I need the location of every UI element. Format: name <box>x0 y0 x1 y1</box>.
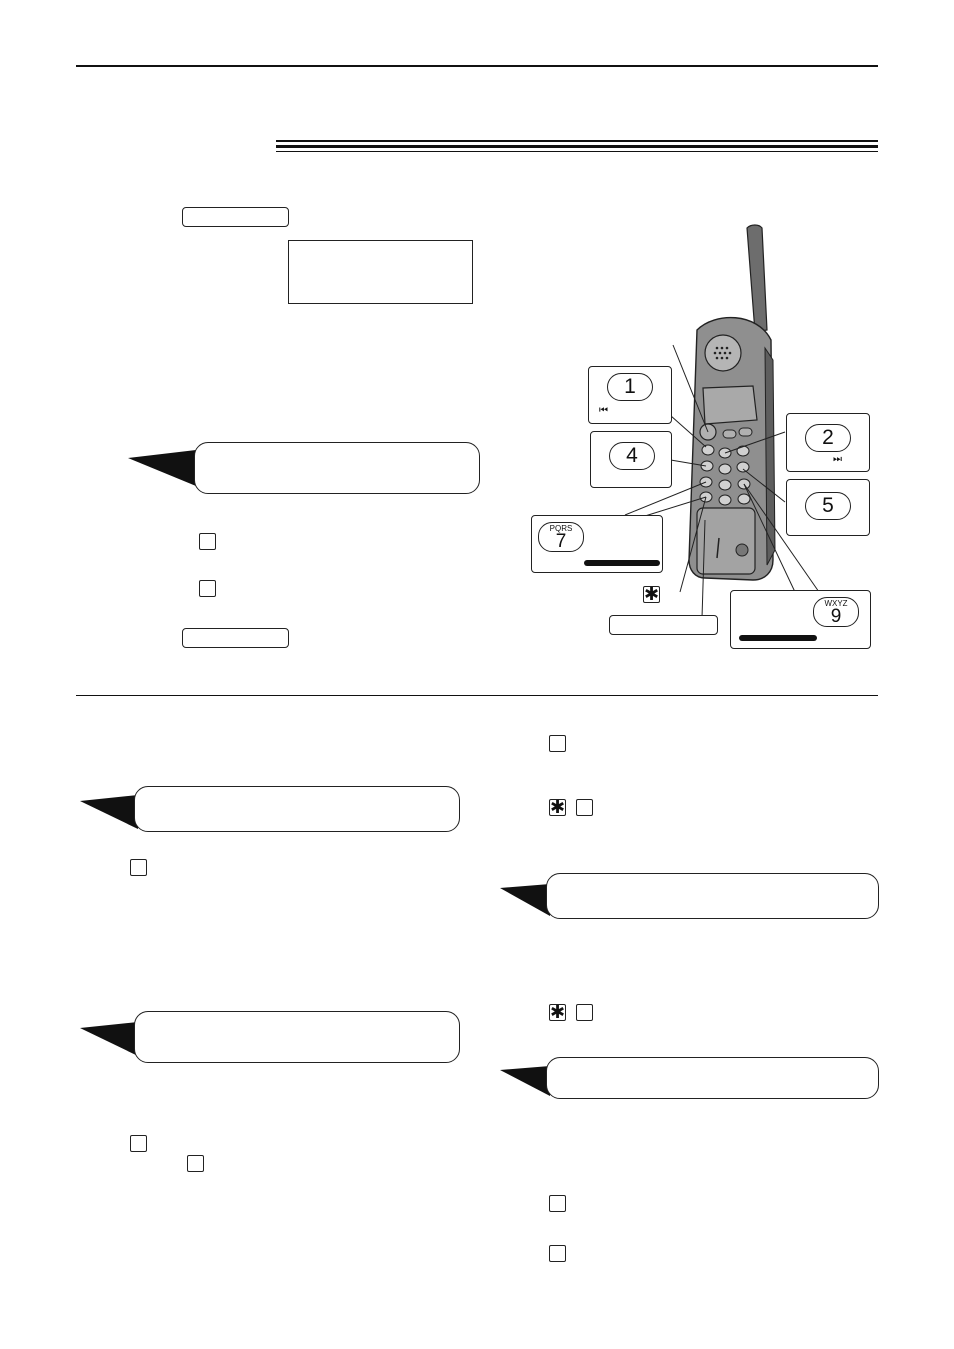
key-9-button[interactable] <box>813 597 859 627</box>
star-icon: ✱ <box>549 1002 566 1022</box>
step-key-box[interactable] <box>199 580 216 597</box>
function-button[interactable] <box>182 207 289 227</box>
header-rule <box>76 65 878 67</box>
step-key-box[interactable] <box>549 735 566 752</box>
section-divider <box>76 695 878 696</box>
key-letters: PQRS <box>549 524 573 533</box>
callout-key-5 <box>786 479 870 536</box>
step-key-box[interactable] <box>576 799 593 816</box>
callout-key-2 <box>786 413 870 472</box>
bubble-pointer-icon <box>500 884 552 916</box>
key-1-button[interactable] <box>607 373 653 401</box>
key-digit: 1 <box>624 375 636 398</box>
star-key[interactable] <box>549 799 566 816</box>
star-icon: ✱ <box>643 584 660 604</box>
function-button[interactable] <box>182 628 289 648</box>
step-key-box[interactable] <box>549 1245 566 1262</box>
key-digit: 2 <box>822 426 834 449</box>
step-key-box[interactable] <box>576 1004 593 1021</box>
step-key-box[interactable] <box>199 533 216 550</box>
callout-key-4 <box>590 431 672 488</box>
step-key-box[interactable] <box>130 1135 147 1152</box>
key-7-button[interactable] <box>538 522 584 552</box>
callout-key-9 <box>730 590 871 649</box>
key-7-indicator-bar <box>584 560 660 566</box>
key-digit: 5 <box>822 494 834 517</box>
step-key-box[interactable] <box>130 859 147 876</box>
step-key-box[interactable] <box>549 1195 566 1212</box>
star-icon: ✱ <box>549 797 566 817</box>
key-9-indicator-bar <box>739 635 817 641</box>
display-window <box>288 240 473 304</box>
step-key-box[interactable] <box>187 1155 204 1172</box>
star-key[interactable] <box>549 1004 566 1021</box>
star-key[interactable] <box>643 586 660 603</box>
key-letters: WXYZ <box>824 599 848 608</box>
key-2-button[interactable] <box>805 424 851 452</box>
key-4-button[interactable] <box>609 442 655 470</box>
fast-forward-icon: ⏭ <box>833 454 842 465</box>
callout-key-7 <box>531 515 663 573</box>
rewind-icon: ⏮ <box>599 405 608 416</box>
bubble-pointer-icon <box>80 795 140 829</box>
bubble-pointer-icon <box>128 450 198 486</box>
key-digit: 4 <box>626 444 638 467</box>
bubble-pointer-icon <box>80 1022 140 1056</box>
key-digit: 9 <box>830 606 842 627</box>
key-5-button[interactable] <box>805 492 851 520</box>
key-digit: 7 <box>555 531 567 552</box>
handset-function-button[interactable] <box>609 615 718 635</box>
bubble-pointer-icon <box>500 1066 552 1096</box>
callout-key-1 <box>588 366 672 424</box>
